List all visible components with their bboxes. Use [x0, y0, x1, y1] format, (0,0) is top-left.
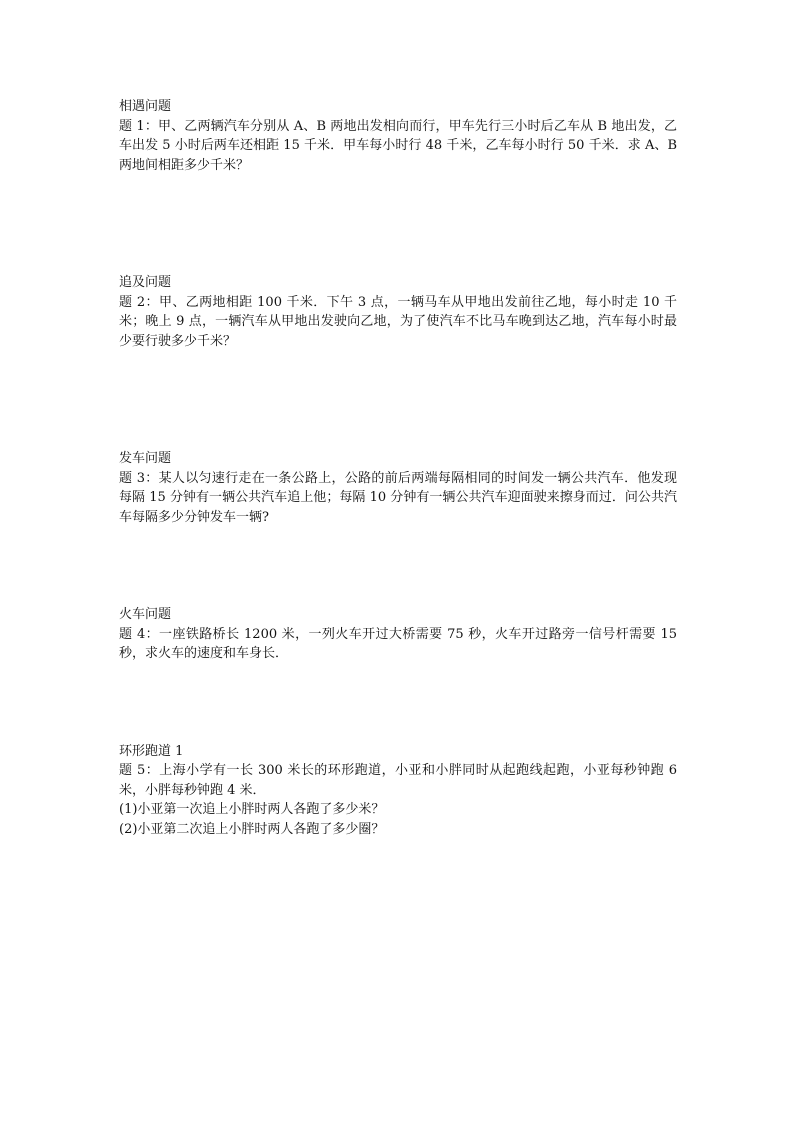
section-train-problem [119, 605, 677, 664]
problem-text: 题 2：甲、乙两地相距 100 千米．下午 3 点，一辆马车从甲地出发前往乙地，每小时走 10 千米；晚上 9 点，一辆汽车从甲地出发驶向乙地，为了使汽车不比马车晚到达乙地，汽车每小时最少要行驶多少千米？ [119, 294, 677, 349]
section-meeting-problem [119, 97, 677, 175]
section-title: 追及问题 [119, 275, 172, 290]
sub-question-2: (2)小亚第二次追上小胖时两人各跑了多少圈？ [119, 821, 385, 837]
section-circular-track-problem [119, 742, 677, 840]
section-chase-problem [119, 273, 677, 351]
problem-text: 题 4：一座铁路桥长 1200 米，一列火车开过大桥需要 75 秒，火车开过路旁一信号杆需要 15 秒，求火车的速度和车身长． [119, 626, 677, 661]
problem-text: 题 1：甲、乙两辆汽车分别从 A、B 两地出发相向而行，甲车先行三小时后乙车从 B 地出发，乙车出发 5 小时后两车还相距 15 千米．甲车每小时行 48 千米，乙车每小时行 50 千米．求 A、B 两地间相距多少千米？ [119, 118, 677, 173]
section-title: 相遇问题 [119, 99, 172, 114]
problem-text: 题 5：上海小学有一长 300 米长的环形跑道，小亚和小胖同时从起跑线起跑，小亚每秒钟跑 6 米，小胖每秒钟跑 4 米． [119, 763, 677, 798]
sub-question-1: (1)小亚第一次追上小胖时两人各跑了多少米？ [119, 802, 385, 817]
document-page [119, 97, 677, 839]
section-bus-departure-problem [119, 449, 677, 527]
section-title: 发车问题 [119, 451, 172, 466]
section-title: 环形跑道 1 [119, 743, 184, 759]
section-title: 火车问题 [119, 607, 172, 622]
problem-text: 题 3：某人以匀速行走在一条公路上，公路的前后两端每隔相同的时间发一辆公共汽车．他发现每隔 15 分钟有一辆公共汽车追上他；每隔 10 分钟有一辆公共汽车迎面驶来擦身而过．问公共汽车每隔多少分钟发车一辆? [119, 470, 677, 525]
